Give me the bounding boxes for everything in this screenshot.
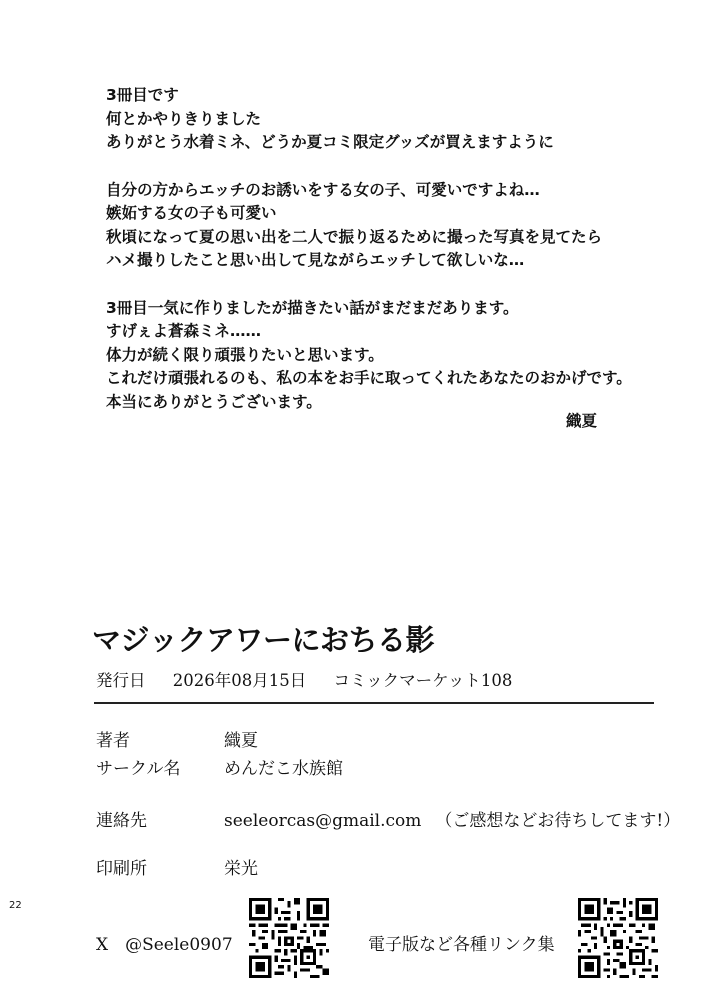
author-value: 織夏 bbox=[224, 731, 258, 751]
afterword-line: 何とかやりきりました bbox=[106, 109, 262, 128]
afterword bbox=[106, 84, 686, 438]
afterword-paragraph-3 bbox=[106, 297, 686, 415]
author-row bbox=[96, 726, 258, 751]
afterword-line: 本当にありがとうございます。 bbox=[106, 392, 322, 411]
afterword-paragraph-1 bbox=[106, 84, 686, 155]
afterword-line: 嫉妬する女の子も可愛い bbox=[106, 204, 277, 222]
page-number: 22 bbox=[9, 900, 22, 911]
issue-label: 発行日 bbox=[96, 671, 146, 690]
afterword-line: 3冊目一気に作りましたが描きたい話がまだまだあります。 bbox=[106, 298, 519, 317]
author-label: 著者 bbox=[96, 731, 130, 751]
circle-label: サークル名 bbox=[96, 759, 181, 779]
circle-value: めんだこ水族館 bbox=[224, 759, 343, 779]
afterword-line: ありがとう水着ミネ、どうか夏コミ限定グッズが買えますように bbox=[106, 133, 554, 151]
x-handle[interactable]: X @Seele0907 bbox=[96, 935, 233, 955]
contact-label: 連絡先 bbox=[96, 811, 147, 831]
contact-row bbox=[96, 806, 680, 831]
contact-email[interactable]: seeleorcas@gmail.com bbox=[224, 811, 422, 831]
qr-code-icon[interactable] bbox=[249, 898, 329, 978]
afterword-line: 体力が続く限り頑張りたいと思います。 bbox=[106, 345, 384, 364]
printer-value: 栄光 bbox=[224, 859, 258, 879]
printer-row bbox=[96, 854, 258, 879]
issue-date: 2026年08月15日 bbox=[172, 671, 307, 690]
links-label: 電子版など各種リンク集 bbox=[368, 935, 555, 955]
afterword-line: 自分の方からエッチのお誘いをする女の子、可愛いですよね… bbox=[106, 180, 540, 199]
contact-note: （ご感想などお待ちしてます!） bbox=[435, 811, 681, 831]
event-name: コミックマーケット108 bbox=[333, 671, 513, 690]
printer-label: 印刷所 bbox=[96, 859, 147, 879]
divider bbox=[94, 702, 654, 704]
qr-code-icon[interactable] bbox=[578, 898, 658, 978]
afterword-signature: 織夏 bbox=[566, 412, 598, 430]
afterword-line: これだけ頑張れるのも、私の本をお手に取ってくれたあなたのおかげです。 bbox=[106, 369, 632, 387]
afterword-line: すげぇよ蒼森ミネ…… bbox=[106, 322, 262, 340]
afterword-line: ハメ撮りしたこと思い出して見ながらエッチして欲しいな… bbox=[106, 251, 525, 269]
circle-row bbox=[96, 754, 343, 779]
afterword-line: 3冊目です bbox=[106, 86, 179, 104]
afterword-line: 秋頃になって夏の思い出を二人で振り返るために撮った写真を見てたら bbox=[106, 227, 603, 246]
afterword-paragraph-2 bbox=[106, 179, 686, 273]
publication-line bbox=[96, 667, 534, 691]
book-title: マジックアワーにおちる影 bbox=[92, 623, 435, 657]
